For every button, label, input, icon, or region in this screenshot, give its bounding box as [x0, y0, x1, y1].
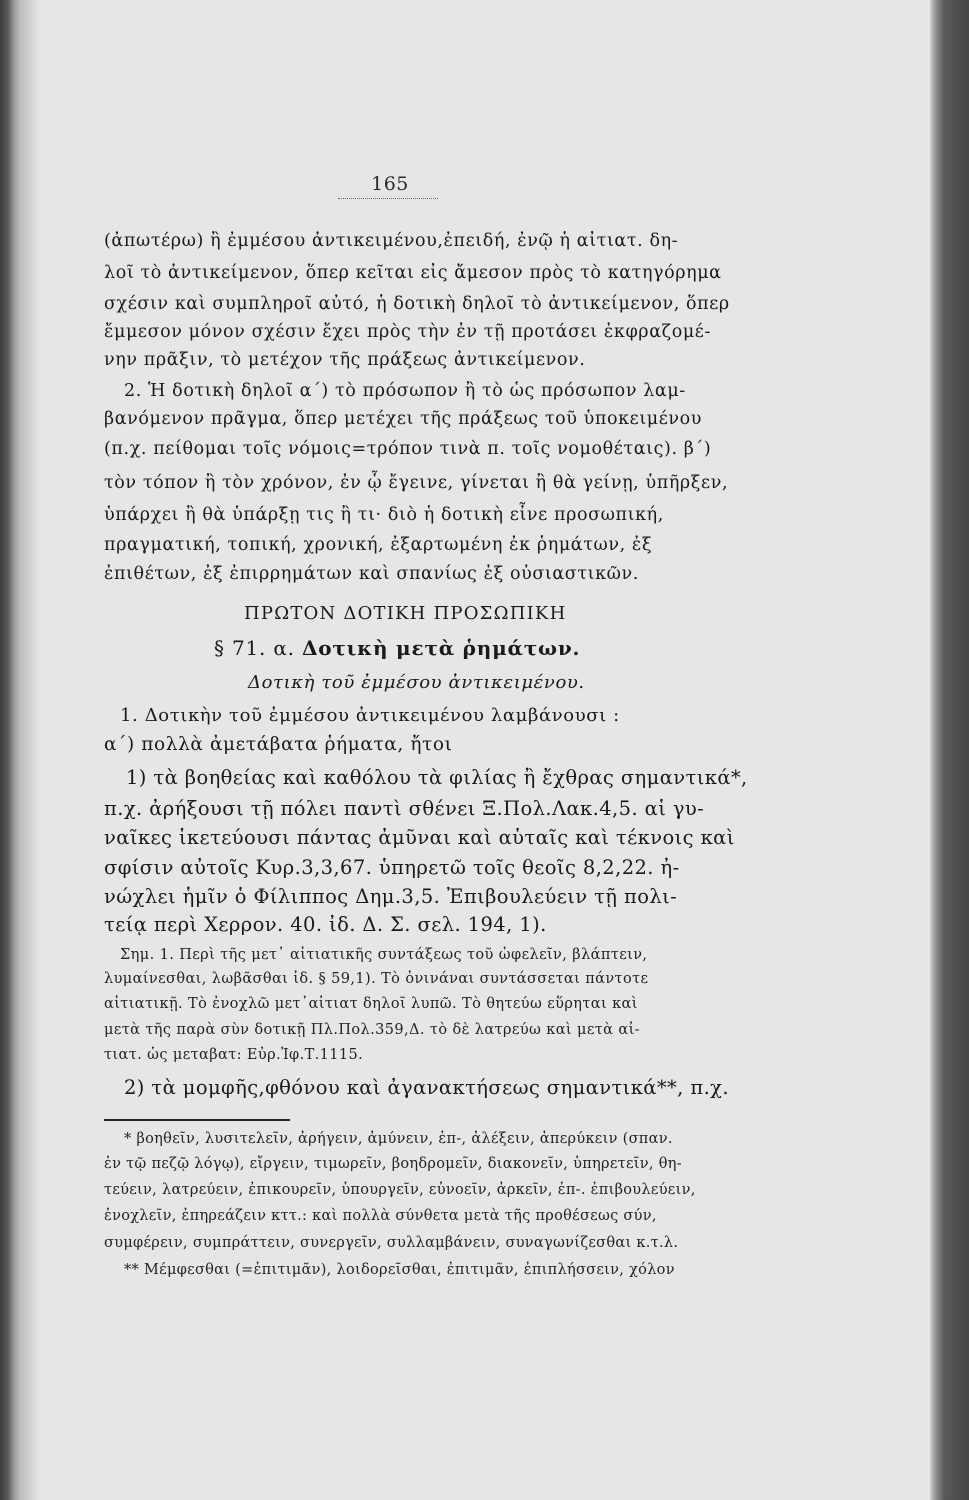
section-number: § 71. α.: [214, 636, 295, 660]
footnote-line: * βοηθεῖν, λυσιτελεῖν, ἀρήγειν, ἀμύνειν, ἐπ-, ἀλέξειν, ἀπερύκειν (σπαν.: [124, 1131, 673, 1147]
subheading: Δοτικὴ τοῦ ἐμμέσου ἀντικειμένου.: [248, 672, 585, 693]
section-heading-caps: ΠΡΩΤΟΝ ΔΟΤΙΚΗ ΠΡΟΣΩΠΙΚΗ: [244, 603, 567, 624]
example-line: ναῖκες ἱκετεύουσι πάντας ἀμῦναι καὶ αὑταῖς καὶ τέκνοις καὶ: [104, 826, 735, 849]
text-line: ὑπάρχει ἢ θὰ ὑπάρξῃ τις ἢ τι· διὸ ἡ δοτικὴ εἶνε προσωπική,: [104, 505, 664, 525]
footnote-line: τεύειν, λατρεύειν, ἐπικουρεῖν, ὑπουργεῖν, εὐνοεῖν, ἀρκεῖν, ἐπ-. ἐπιβουλεύειν,: [104, 1182, 696, 1198]
section-heading: [214, 638, 580, 658]
note-line: λυμαίνεσθαι, λωβᾶσθαι ἰδ. § 59,1). Τὸ ὀνινάναι συντάσσεται πάντοτε: [104, 971, 649, 987]
example-line: σφίσιν αὐτοῖς Κυρ.3,3,67. ὑπηρετῶ τοῖς θεοῖς 8,2,22. ἠ-: [104, 856, 680, 879]
text-line: λοῖ τὸ ἀντικείμενον, ὅπερ κεῖται εἰς ἄμεσον πρὸς τὸ κατηγόρημα: [104, 263, 722, 283]
text-line: 2. Ἡ δοτικὴ δηλοῖ α΄) τὸ πρόσωπον ἢ τὸ ὡς πρόσωπον λαμ-: [124, 381, 686, 401]
book-binding-edge: [0, 0, 22, 1500]
page-gutter-shadow: [22, 0, 40, 1500]
text-line: τὸν τόπον ἢ τὸν χρόνον, ἐν ᾧ ἔγεινε, γίνεται ἢ θὰ γείνῃ, ὑπῆρξεν,: [104, 473, 729, 493]
text-line: (ἀπωτέρω) ἢ ἐμμέσου ἀντικειμένου,ἐπειδή, ἐνῷ ἡ αἰτιατ. δη-: [104, 231, 679, 251]
text-line: ἐπιθέτων, ἐξ ἐπιρρημάτων καὶ σπανίως ἐξ οὐσιαστικῶν.: [104, 564, 639, 584]
page-number: 165: [371, 173, 409, 195]
text-line: σχέσιν καὶ συμπληροῖ αὐτό, ἡ δοτικὴ δηλοῖ τὸ ἀντικείμενον, ὅπερ: [104, 294, 730, 314]
example-line: τείᾳ περὶ Χερρον. 40. ἰδ. Δ. Σ. σελ. 194, 1).: [104, 913, 547, 936]
example-line: π.χ. ἀρήξουσι τῇ πόλει παντὶ σθένει Ξ.Πολ.Λακ.4,5. αἱ γυ-: [104, 797, 705, 820]
note-line: Σημ. 1. Περὶ τῆς μετ᾽ αἰτιατικῆς συντάξεως τοῦ ὠφελεῖν, βλάπτειν,: [120, 947, 648, 963]
example-line: 2) τὰ μομφῆς,φθόνου καὶ ἀγανακτήσεως σημαντικά**, π.χ.: [124, 1076, 730, 1099]
text-line: α΄) πολλὰ ἀμετάβατα ῥήματα, ἤτοι: [104, 734, 453, 755]
note-line: αἰτιατικῇ. Τὸ ἐνοχλῶ μετ᾽αἰτιατ δηλοῖ λυπῶ. Τὸ θητεύω εὕρηται καὶ: [104, 996, 638, 1012]
text-line: (π.χ. πείθομαι τοῖς νόμοις=τρόπον τινὰ π. τοῖς νομοθέταις). β΄): [104, 439, 712, 459]
text-line: ἔμμεσον μόνον σχέσιν ἔχει πρὸς τὴν ἐν τῇ προτάσει ἐκφραζομέ-: [104, 322, 711, 342]
footnote-line: ἐνοχλεῖν, ἐπηρεάζειν κττ.: καὶ πολλὰ σύνθετα μετὰ τῆς προθέσεως σύν,: [104, 1208, 657, 1224]
text-line: νην πρᾶξιν, τὸ μετέχον τῆς πράξεως ἀντικείμενον.: [104, 350, 586, 370]
text-line: βανόμενον πρᾶγμα, ὅπερ μετέχει τῆς πράξεως τοῦ ὑποκειμένου: [104, 409, 703, 429]
text-line: πραγματική, τοπική, χρονική, ἐξαρτωμένη ἐκ ῥημάτων, ἐξ: [104, 535, 653, 555]
note-line: τιατ. ὡς μεταβατ: Εὐρ.Ἰφ.Τ.1115.: [104, 1047, 364, 1063]
note-line: μετὰ τῆς παρὰ σὺν δοτικῇ Πλ.Πολ.359,Δ. τὸ δὲ λατρεύω καὶ μετὰ αἰ-: [104, 1022, 640, 1038]
footnote-line: συμφέρειν, συμπράττειν, συνεργεῖν, συλλαμβάνειν, συναγωνίζεσθαι κ.τ.λ.: [104, 1235, 679, 1251]
example-line: νώχλει ἡμῖν ὁ Φίλιππος Δημ.3,5. Ἐπιβουλεύειν τῇ πολι-: [104, 885, 678, 908]
page-right-edge: [930, 0, 969, 1500]
footnote-line: ἐν τῷ πεζῷ λόγῳ), εἴργειν, τιμωρεῖν, βοηδρομεῖν, διακονεῖν, ὑπηρετεῖν, θη-: [104, 1156, 682, 1172]
page-number-underline: [338, 198, 438, 199]
text-line: 1. Δοτικὴν τοῦ ἐμμέσου ἀντικειμένου λαμβάνουσι :: [120, 705, 620, 726]
footnote-separator: [104, 1119, 290, 1121]
example-line: 1) τὰ βοηθείας καὶ καθόλου τὰ φιλίας ἢ ἔχθρας σημαντικά*,: [126, 766, 748, 789]
footnote-line: ** Μέμφεσθαι (=ἐπιτιμᾶν), λοιδορεῖσθαι, ἐπιτιμᾶν, ἐπιπλήσσειν, χόλον: [124, 1262, 675, 1278]
section-title: Δοτικὴ μετὰ ῥημάτων.: [301, 636, 581, 660]
